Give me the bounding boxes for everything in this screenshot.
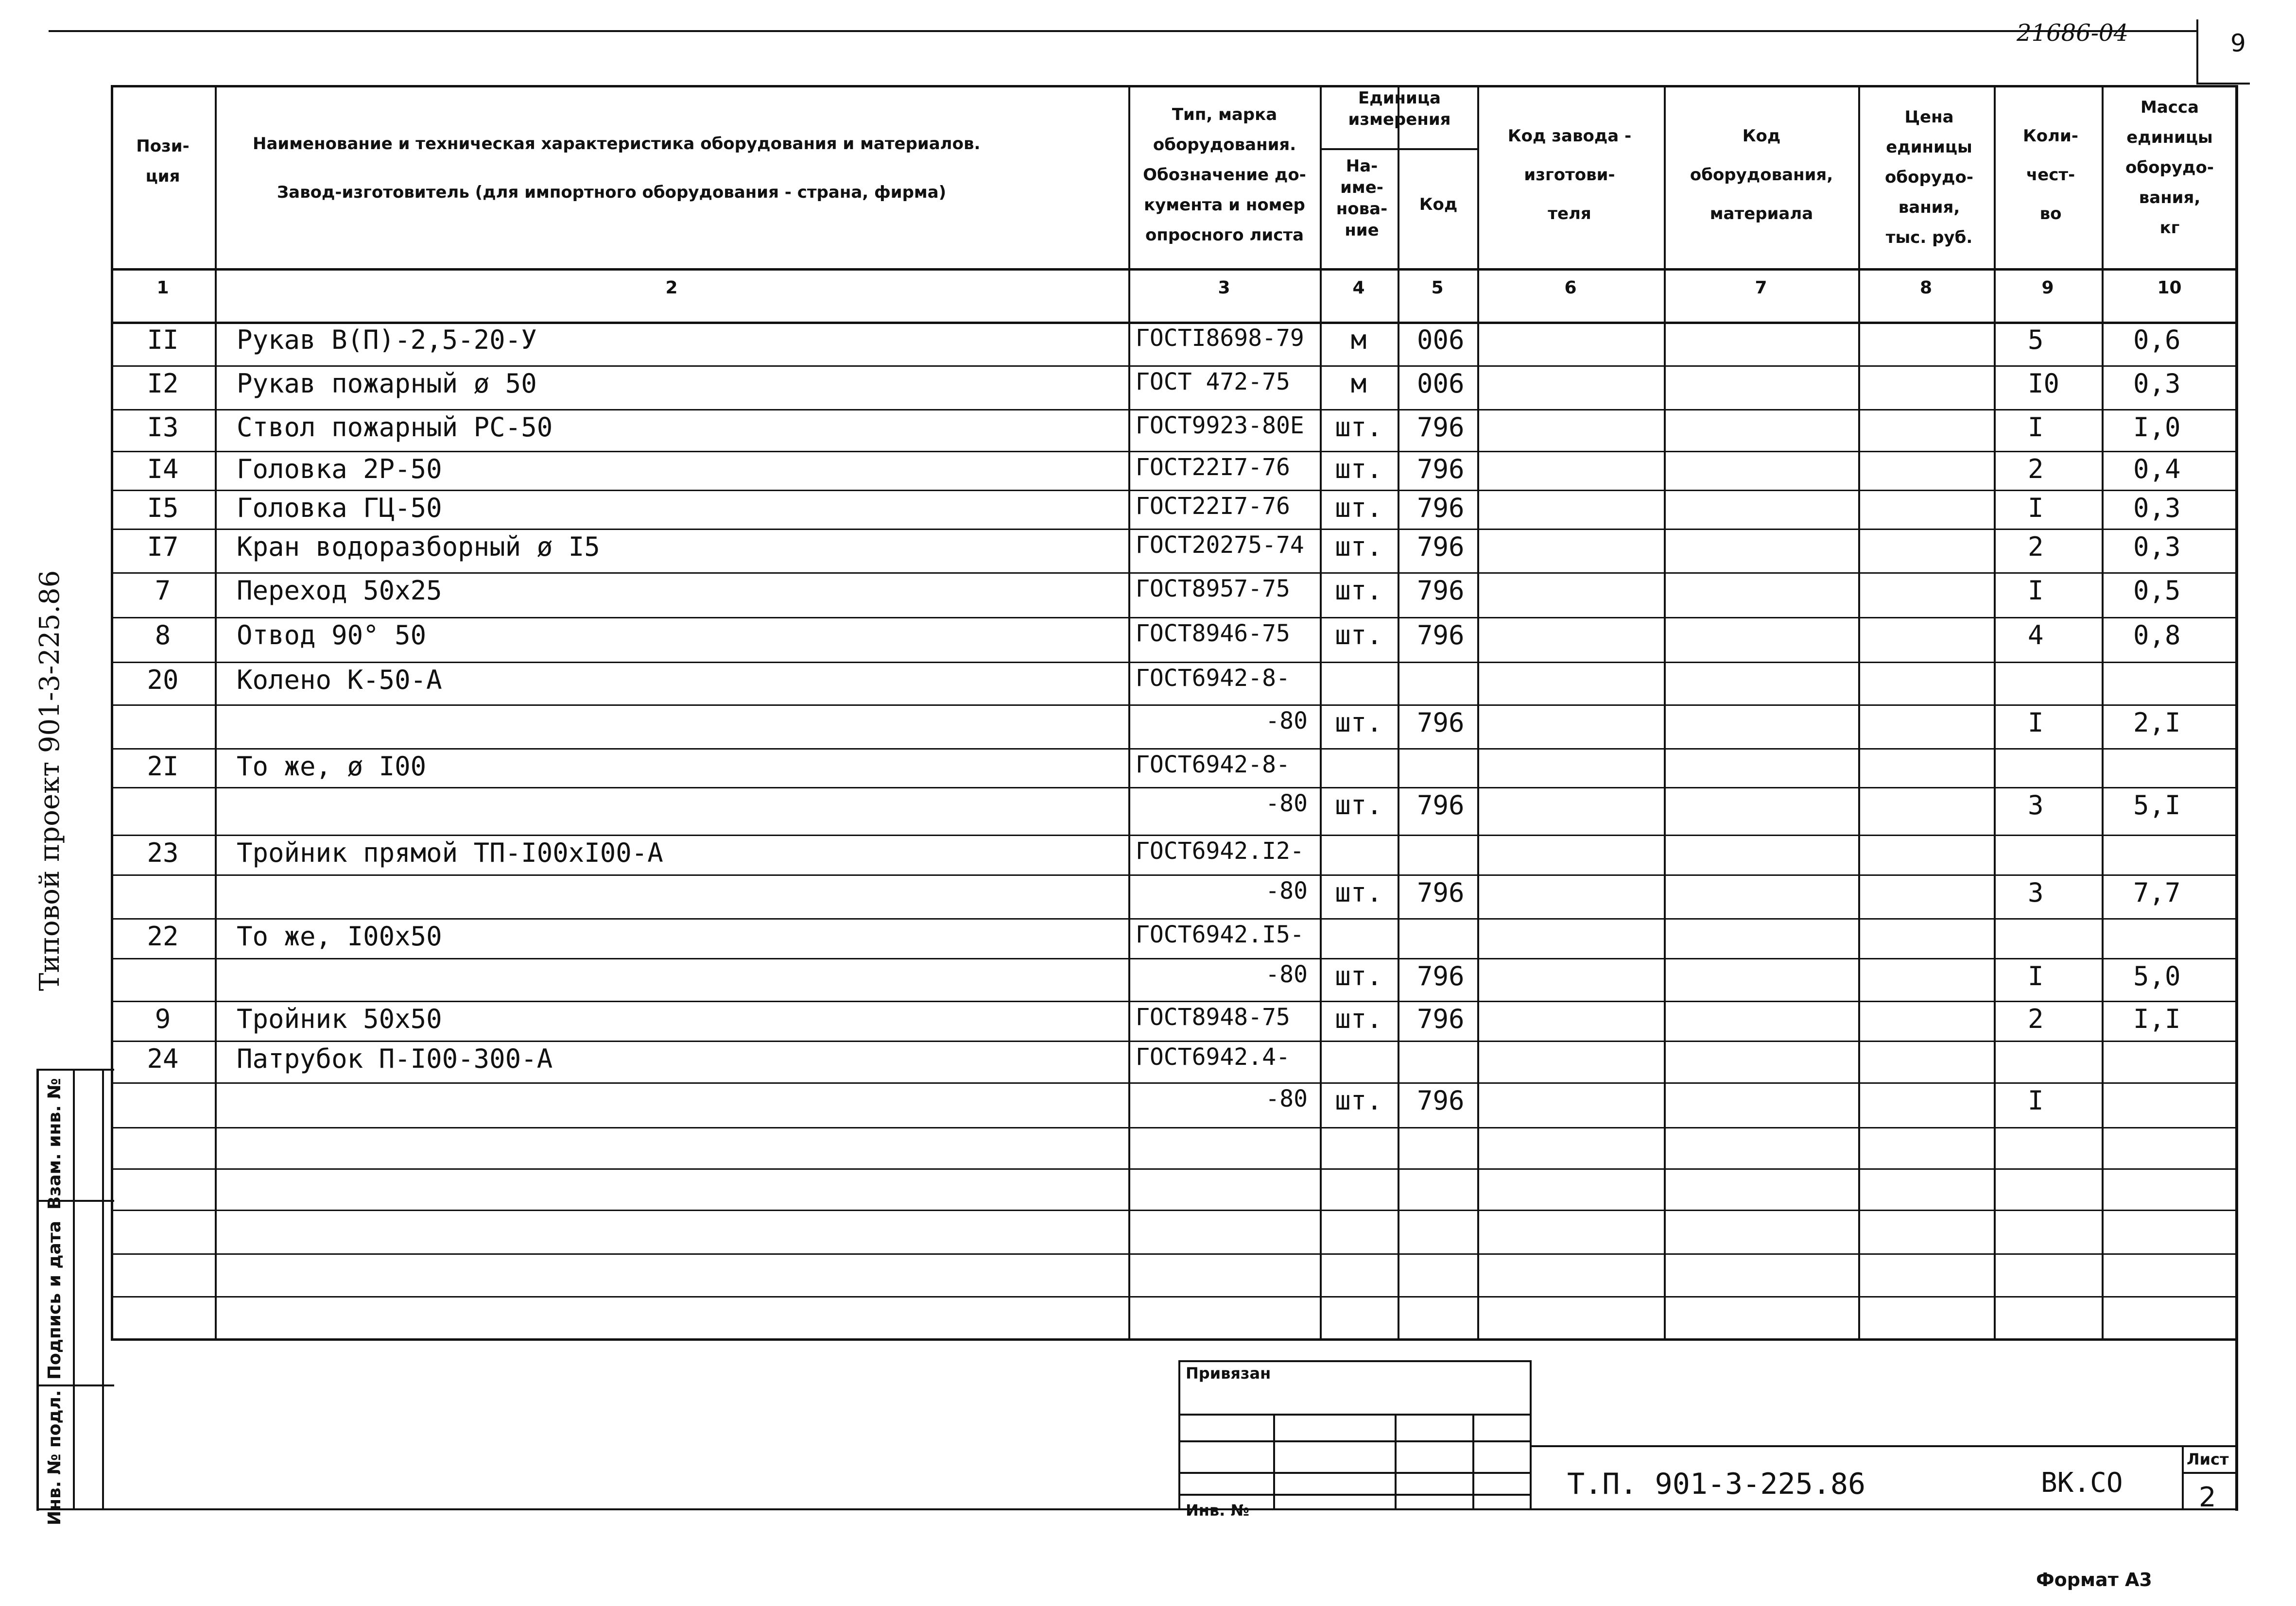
side-inv-replace: Взам. инв. № xyxy=(45,1078,65,1210)
cell-unit: шт. xyxy=(1335,575,1382,606)
cell-name: Отвод 90° 50 xyxy=(237,620,427,650)
cell-unit: шт. xyxy=(1335,454,1382,484)
cell-code: 796 xyxy=(1417,531,1465,562)
rule-line xyxy=(111,85,113,1338)
cell-mass: 5,0 xyxy=(2133,961,2181,991)
cell-mass: 0,5 xyxy=(2133,575,2181,606)
rule-line xyxy=(1178,1440,1531,1442)
rule-line xyxy=(1530,1360,1532,1508)
rule-line xyxy=(215,85,217,1340)
rule-line xyxy=(111,617,2237,618)
rule-line xyxy=(1395,1414,1397,1508)
cell-pos: II xyxy=(147,325,179,355)
cell-code: 796 xyxy=(1417,493,1465,523)
cell-unit: шт. xyxy=(1335,1085,1382,1116)
header-quantity: Коли- чест- во xyxy=(2023,126,2078,223)
cell-code: 796 xyxy=(1417,620,1465,650)
column-number: 7 xyxy=(1755,278,1767,298)
cell-mass: I,0 xyxy=(2133,412,2181,443)
cell-unit: шт. xyxy=(1335,493,1382,523)
cell-pos: I5 xyxy=(147,493,179,523)
cell-pos: I2 xyxy=(147,368,179,399)
cell-mass: 7,7 xyxy=(2133,877,2181,908)
cell-qty: I0 xyxy=(2028,368,2060,399)
column-number: 2 xyxy=(665,278,678,298)
cell-code: 796 xyxy=(1417,412,1465,443)
rule-line xyxy=(1178,1472,1531,1474)
cell-qty: 3 xyxy=(2028,790,2044,820)
cell-qty: I xyxy=(2028,961,2044,991)
cell-qty: 2 xyxy=(2028,531,2044,562)
rule-line xyxy=(1530,1445,2237,1447)
cell-qty: I xyxy=(2028,1085,2044,1116)
cell-qty: I xyxy=(2028,707,2044,738)
cell-pos: 7 xyxy=(155,575,171,606)
cell-pos: I3 xyxy=(147,412,179,443)
stamp-code: ВК.СО xyxy=(2041,1467,2123,1499)
rule-line xyxy=(36,1508,2238,1510)
cell-code: 006 xyxy=(1417,368,1465,399)
rule-line xyxy=(111,662,2237,663)
cell-unit: шт. xyxy=(1335,620,1382,650)
cell-qty: I xyxy=(2028,575,2044,606)
rule-line xyxy=(111,490,2237,491)
cell-unit: м xyxy=(1350,368,1367,399)
cell-mass: 0,3 xyxy=(2133,493,2181,523)
cell-name: Головка 2Р-50 xyxy=(237,454,442,484)
cell-code: 796 xyxy=(1417,454,1465,484)
header-mass: Масса единицы оборудо- вания, кг xyxy=(2125,98,2214,238)
cell-pos: 2I xyxy=(147,751,179,782)
rule-line xyxy=(111,85,2237,87)
rule-line xyxy=(111,918,2237,920)
rule-line xyxy=(111,1210,2237,1211)
rule-line xyxy=(111,1001,2237,1002)
cell-unit: шт. xyxy=(1335,790,1382,820)
rule-line xyxy=(111,322,2237,323)
rule-line xyxy=(1178,1360,1531,1362)
rule-line xyxy=(73,1069,75,1508)
cell-doc: ГОСТ8957-75 xyxy=(1136,575,1290,602)
cell-doc: ГОСТ6942-8- xyxy=(1136,751,1290,778)
cell-doc: -80 xyxy=(1265,877,1308,905)
cell-doc: ГОСТ6942.4- xyxy=(1136,1043,1290,1071)
cell-code: 796 xyxy=(1417,790,1465,820)
cell-doc: ГОСТ8946-75 xyxy=(1136,620,1290,647)
cell-mass: 0,8 xyxy=(2133,620,2181,650)
rule-line xyxy=(111,1041,2237,1042)
cell-mass: 2,I xyxy=(2133,707,2181,738)
cell-qty: I xyxy=(2028,412,2044,443)
cell-doc: ГОСТ 472-75 xyxy=(1136,368,1290,395)
rule-line xyxy=(111,529,2237,530)
rule-line xyxy=(1178,1414,1531,1416)
header-unit-group: Единица измерения xyxy=(1348,88,1451,129)
header-equipment-code: Код оборудования, материала xyxy=(1690,126,1833,223)
rule-line xyxy=(111,958,2237,959)
cell-qty: 3 xyxy=(2028,877,2044,908)
cell-doc: -80 xyxy=(1265,961,1308,988)
column-number: 5 xyxy=(1431,278,1444,298)
cell-unit: шт. xyxy=(1335,531,1382,562)
header-unit-code: Код xyxy=(1419,195,1458,214)
rule-line xyxy=(1477,85,1479,1340)
format-label: Формат А3 xyxy=(2036,1569,2152,1590)
rule-line xyxy=(2182,1445,2184,1508)
cell-doc: ГОСТ9923-80Е xyxy=(1136,412,1304,439)
cell-code: 796 xyxy=(1417,575,1465,606)
cell-doc: ГОСТ6942-8- xyxy=(1136,665,1290,692)
cell-pos: 9 xyxy=(155,1004,171,1034)
cell-doc: ГОСТ6942.I5- xyxy=(1136,921,1304,948)
cell-qty: 4 xyxy=(2028,620,2044,650)
cell-pos: 20 xyxy=(147,665,179,695)
stamp-designation: Т.П. 901-3-225.86 xyxy=(1567,1467,1866,1501)
rule-line xyxy=(1178,1360,1180,1508)
header-factory-code: Код завода - изготови- теля xyxy=(1507,126,1632,223)
cell-doc: -80 xyxy=(1265,790,1308,817)
side-inv-original: Инв. № подл. xyxy=(45,1390,65,1525)
cell-unit: шт. xyxy=(1335,1004,1382,1034)
cell-name: Рукав В(П)-2,5-20-У xyxy=(237,325,537,355)
cell-name: То же, ø I00 xyxy=(237,751,427,782)
cell-pos: I7 xyxy=(147,531,179,562)
cell-name: То же, I00х50 xyxy=(237,921,442,952)
column-number: 3 xyxy=(1218,278,1230,298)
cell-pos: I4 xyxy=(147,454,179,484)
cell-name: Головка ГЦ-50 xyxy=(237,493,442,523)
cell-doc: ГОСТ22I7-76 xyxy=(1136,454,1290,481)
page-number: 9 xyxy=(2230,29,2246,57)
cell-doc: -80 xyxy=(1265,707,1308,735)
column-number: 9 xyxy=(2041,278,2054,298)
rule-line xyxy=(111,1296,2237,1298)
cell-doc: -80 xyxy=(1265,1085,1308,1112)
cell-doc: ГОСТ22I7-76 xyxy=(1136,493,1290,520)
cell-name: Ствол пожарный РС-50 xyxy=(237,412,553,443)
rule-line xyxy=(1320,148,1477,150)
rule-line xyxy=(111,748,2237,750)
cell-code: 796 xyxy=(1417,707,1465,738)
cell-name: Патрубок П-I00-300-А xyxy=(237,1043,553,1074)
header-position: Пози- ция xyxy=(136,137,190,186)
rule-line xyxy=(111,1338,2237,1340)
cell-code: 796 xyxy=(1417,1004,1465,1034)
header-price: Цена единицы оборудо- вания, тыс. руб. xyxy=(1885,107,1973,247)
rule-line xyxy=(111,1127,2237,1128)
stamp-sheet-label: Лист xyxy=(2187,1450,2229,1469)
cell-unit: м xyxy=(1350,325,1367,355)
rule-line xyxy=(111,365,2237,367)
stamp-inv: Инв. № xyxy=(1186,1501,1249,1520)
cell-unit: шт. xyxy=(1335,877,1382,908)
rule-line xyxy=(111,874,2237,876)
cell-pos: 23 xyxy=(147,837,179,868)
rule-line xyxy=(111,268,2237,271)
stamp-sheet-value: 2 xyxy=(2199,1482,2216,1513)
rule-line xyxy=(111,409,2237,410)
cell-mass: 0,3 xyxy=(2133,368,2181,399)
rule-line xyxy=(1994,85,1996,1340)
rule-line xyxy=(36,1069,39,1511)
cell-qty: I xyxy=(2028,493,2044,523)
column-number: 10 xyxy=(2157,278,2182,298)
rule-line xyxy=(111,1082,2237,1084)
column-number: 1 xyxy=(156,278,169,298)
header-name-line2: Завод-изготовитель (для импортного оборудования - страна, фирма) xyxy=(277,183,947,202)
column-number: 8 xyxy=(1919,278,1933,298)
cell-qty: 2 xyxy=(2028,454,2044,484)
cell-code: 006 xyxy=(1417,325,1465,355)
rule-line xyxy=(1472,1414,1474,1508)
rule-line xyxy=(1273,1414,1275,1508)
doc-number: 21686-04 xyxy=(2017,19,2128,47)
rule-line xyxy=(111,1253,2237,1255)
rule-line xyxy=(2182,1472,2237,1474)
cell-qty: 2 xyxy=(2028,1004,2044,1034)
cell-mass: I,I xyxy=(2133,1004,2181,1034)
cell-code: 796 xyxy=(1417,961,1465,991)
header-unit-name: На- име- нова- ние xyxy=(1336,156,1388,240)
cell-unit: шт. xyxy=(1335,961,1382,991)
cell-name: Рукав пожарный ø 50 xyxy=(237,368,537,399)
rule-line xyxy=(111,572,2237,574)
header-type: Тип, марка оборудования. Обозначение до- кумента и номер опросного листа xyxy=(1143,105,1306,245)
cell-doc: ГОСТ8948-75 xyxy=(1136,1004,1290,1031)
rule-line xyxy=(111,704,2237,706)
cell-name: Тройник 50х50 xyxy=(237,1004,442,1034)
cell-name: Колено К-50-А xyxy=(237,665,442,695)
stamp-attached: Привязан xyxy=(1186,1364,1271,1383)
cell-qty: 5 xyxy=(2028,325,2044,355)
cell-mass: 0,4 xyxy=(2133,454,2181,484)
cell-pos: 22 xyxy=(147,921,179,952)
cell-code: 796 xyxy=(1417,877,1465,908)
rule-line xyxy=(1664,85,1666,1340)
cell-mass: 5,I xyxy=(2133,790,2181,820)
rule-line xyxy=(1858,85,1860,1340)
cell-code: 796 xyxy=(1417,1085,1465,1116)
cell-doc: ГОСТ6942.I2- xyxy=(1136,837,1304,865)
cell-doc: ГОСТI8698-79 xyxy=(1136,325,1304,352)
cell-unit: шт. xyxy=(1335,412,1382,443)
side-project-title: Типовой проект 901-3-225.86 xyxy=(34,570,66,991)
rule-line xyxy=(111,451,2237,452)
rule-line xyxy=(1178,1494,1531,1496)
rule-line xyxy=(111,1168,2237,1170)
cell-doc: ГОСТ20275-74 xyxy=(1136,531,1304,559)
column-number: 4 xyxy=(1352,278,1365,298)
cell-name: Тройник прямой ТП-I00хI00-А xyxy=(237,837,663,868)
rule-line xyxy=(111,787,2237,788)
rule-line xyxy=(102,1069,104,1508)
header-name-line1: Наименование и техническая характеристика оборудования и материалов. xyxy=(253,134,981,154)
cell-name: Переход 50х25 xyxy=(237,575,442,606)
rule-line xyxy=(1398,85,1399,1340)
side-signature-date: Подпись и дата xyxy=(45,1221,65,1380)
cell-pos: 24 xyxy=(147,1043,179,1074)
cell-pos: 8 xyxy=(155,620,171,650)
column-number: 6 xyxy=(1564,278,1577,298)
cell-name: Кран водоразборный ø I5 xyxy=(237,531,600,562)
cell-unit: шт. xyxy=(1335,707,1382,738)
cell-mass: 0,3 xyxy=(2133,531,2181,562)
rule-line xyxy=(2102,85,2104,1340)
cell-mass: 0,6 xyxy=(2133,325,2181,355)
rule-line xyxy=(111,835,2237,836)
